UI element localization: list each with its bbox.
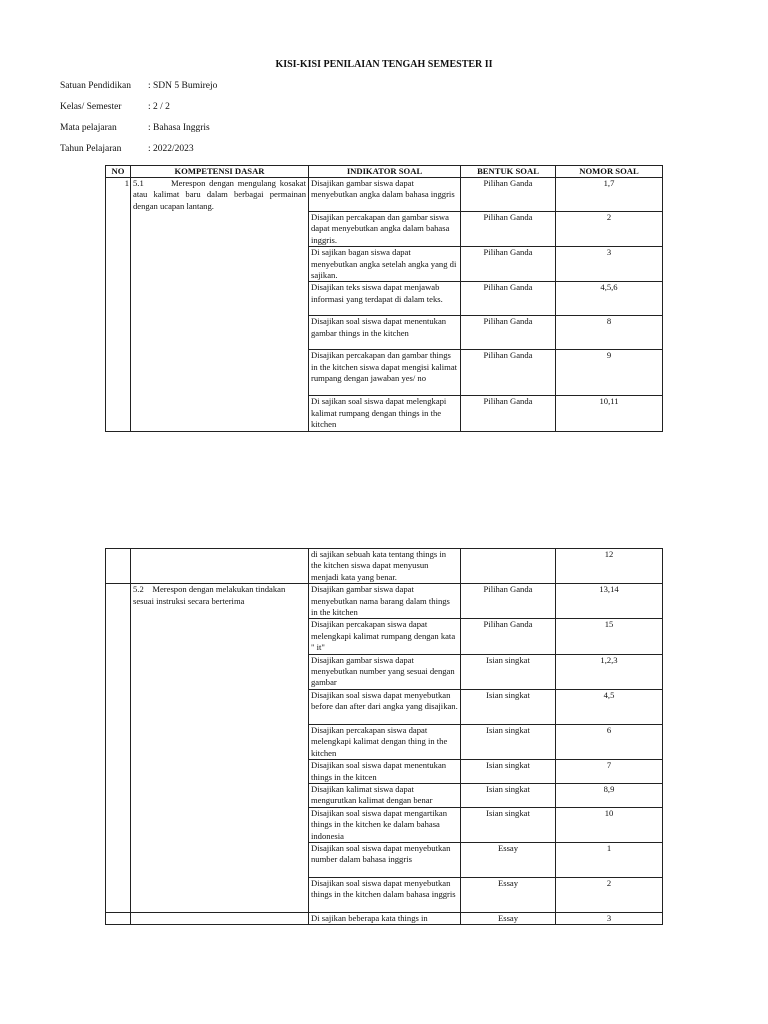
indikator-cell: Disajikan percakapan siswa dapat melengkapi kalimat dengan thing in the kitchen [309, 724, 461, 759]
bentuk-cell: Pilihan Ganda [461, 316, 556, 350]
info-value: : SDN 5 Bumirejo [148, 81, 218, 91]
kd-text: Merespon dengan mengulang kosakat atau kalimat baru dalam berbagai permainan dengan ucapan lantang. [133, 178, 306, 211]
nomor-cell: 4,5,6 [556, 282, 663, 316]
document-title: KISI-KISI PENILAIAN TENGAH SEMESTER II [275, 59, 493, 70]
kompetensi-cell [131, 549, 309, 584]
nomor-cell: 13,14 [556, 584, 663, 619]
kompetensi-cell [131, 178, 309, 432]
nomor-cell: 12 [556, 549, 663, 584]
grid-table-page-1 [105, 165, 663, 432]
bentuk-cell: Pilihan Ganda [461, 350, 556, 396]
indikator-cell: Disajikan soal siswa dapat menyebutkan things in the kitchen dalam bahasa inggris [309, 877, 461, 912]
indikator-cell: di sajikan sebuah kata tentang things in the kitchen siswa dapat menyusun menjadi kata yang benar. [309, 549, 461, 584]
indikator-cell: Disajikan percakapan siswa dapat melengkapi kalimat rumpang dengan kata " it" [309, 619, 461, 654]
nomor-cell: 3 [556, 912, 663, 924]
table-row [106, 178, 663, 212]
bentuk-cell: Pilihan Ganda [461, 178, 556, 212]
header-nomor: NOMOR SOAL [556, 166, 663, 178]
indikator-cell: Disajikan soal siswa dapat mengartikan things in the kitchen ke dalam bahasa indonesia [309, 807, 461, 842]
nomor-cell: 4,5 [556, 689, 663, 724]
indikator-cell: Disajikan soal siswa dapat menentukan things in the kitcen [309, 760, 461, 784]
indikator-cell: Disajikan soal siswa dapat menyebutkan number dalam bahasa inggris [309, 842, 461, 877]
indikator-cell: Disajikan gambar siswa dapat menyebutkan number yang sesuai dengan gambar [309, 654, 461, 689]
bentuk-cell [461, 549, 556, 584]
info-label: Tahun Pelajaran [60, 144, 122, 154]
indikator-cell: Di sajikan soal siswa dapat melengkapi kalimat rumpang dengan things in the kitchen [309, 396, 461, 431]
bentuk-cell: Isian singkat [461, 807, 556, 842]
nomor-cell: 7 [556, 760, 663, 784]
table-row [106, 912, 663, 924]
nomor-cell: 6 [556, 724, 663, 759]
bentuk-cell: Isian singkat [461, 783, 556, 807]
info-label: Satuan Pendidikan [60, 81, 131, 91]
table-header-row [106, 166, 663, 178]
header-indikator: INDIKATOR SOAL [309, 166, 461, 178]
table-row [106, 584, 663, 619]
nomor-cell: 9 [556, 350, 663, 396]
indikator-cell: Di sajikan beberapa kata things in [309, 912, 461, 924]
bentuk-cell: Essay [461, 842, 556, 877]
kd-number: 5.1 [133, 178, 144, 188]
row-number [106, 549, 131, 584]
info-label: Mata pelajaran [60, 123, 117, 133]
bentuk-cell: Pilihan Ganda [461, 282, 556, 316]
nomor-cell: 10 [556, 807, 663, 842]
indikator-cell: Disajikan percakapan dan gambar things in the kitchen siswa dapat mengisi kalimat rumpang dengan jawaban yes/ no [309, 350, 461, 396]
indikator-cell: Disajikan teks siswa dapat menjawab informasi yang terdapat di dalam teks. [309, 282, 461, 316]
info-row-school [60, 81, 217, 91]
header-no: NO [106, 166, 131, 178]
indikator-cell: Disajikan gambar siswa dapat menyebutkan angka dalam bahasa inggris [309, 178, 461, 212]
indikator-cell: Disajikan gambar siswa dapat menyebutkan nama barang dalam things in the kitchen [309, 584, 461, 619]
row-number: 1 [106, 178, 131, 432]
kompetensi-cell [131, 912, 309, 924]
bentuk-cell: Pilihan Ganda [461, 584, 556, 619]
nomor-cell: 1 [556, 842, 663, 877]
row-number [106, 912, 131, 924]
bentuk-cell: Isian singkat [461, 654, 556, 689]
header-kompetensi: KOMPETENSI DASAR [131, 166, 309, 178]
info-row-year [60, 144, 194, 154]
bentuk-cell: Pilihan Ganda [461, 619, 556, 654]
row-number [106, 584, 131, 913]
info-value: : 2 / 2 [148, 102, 170, 112]
kompetensi-cell [131, 584, 309, 913]
bentuk-cell: Pilihan Ganda [461, 247, 556, 282]
bentuk-cell: Isian singkat [461, 724, 556, 759]
indikator-cell: Disajikan percakapan dan gambar siswa dapat menyebutkan angka dalam bahasa inggris. [309, 212, 461, 247]
table-row [106, 549, 663, 584]
nomor-cell: 3 [556, 247, 663, 282]
nomor-cell: 8,9 [556, 783, 663, 807]
kd-text: 5.2 Merespon dengan melakukan tindakan sesuai instruksi secara berterima [133, 584, 288, 606]
nomor-cell: 2 [556, 212, 663, 247]
grid-table-page-2 [105, 548, 663, 925]
bentuk-cell: Essay [461, 877, 556, 912]
info-label: Kelas/ Semester [60, 102, 122, 112]
nomor-cell: 1,2,3 [556, 654, 663, 689]
nomor-cell: 2 [556, 877, 663, 912]
bentuk-cell: Pilihan Ganda [461, 212, 556, 247]
bentuk-cell: Isian singkat [461, 760, 556, 784]
nomor-cell: 8 [556, 316, 663, 350]
indikator-cell: Di sajikan bagan siswa dapat menyebutkan angka setelah angka yang di sajikan. [309, 247, 461, 282]
info-value: : Bahasa Inggris [148, 123, 210, 133]
info-row-class [60, 102, 170, 112]
nomor-cell: 15 [556, 619, 663, 654]
header-bentuk: BENTUK SOAL [461, 166, 556, 178]
info-value: : 2022/2023 [148, 144, 194, 154]
indikator-cell: Disajikan soal siswa dapat menyebutkan before dan after dari angka yang disajikan. [309, 689, 461, 724]
bentuk-cell: Pilihan Ganda [461, 396, 556, 431]
nomor-cell: 10,11 [556, 396, 663, 431]
bentuk-cell: Essay [461, 912, 556, 924]
indikator-cell: Disajikan soal siswa dapat menentukan gambar things in the kitchen [309, 316, 461, 350]
info-row-subject [60, 123, 210, 133]
indikator-cell: Disajikan kalimat siswa dapat mengurutkan kalimat dengan benar [309, 783, 461, 807]
bentuk-cell: Isian singkat [461, 689, 556, 724]
nomor-cell: 1,7 [556, 178, 663, 212]
